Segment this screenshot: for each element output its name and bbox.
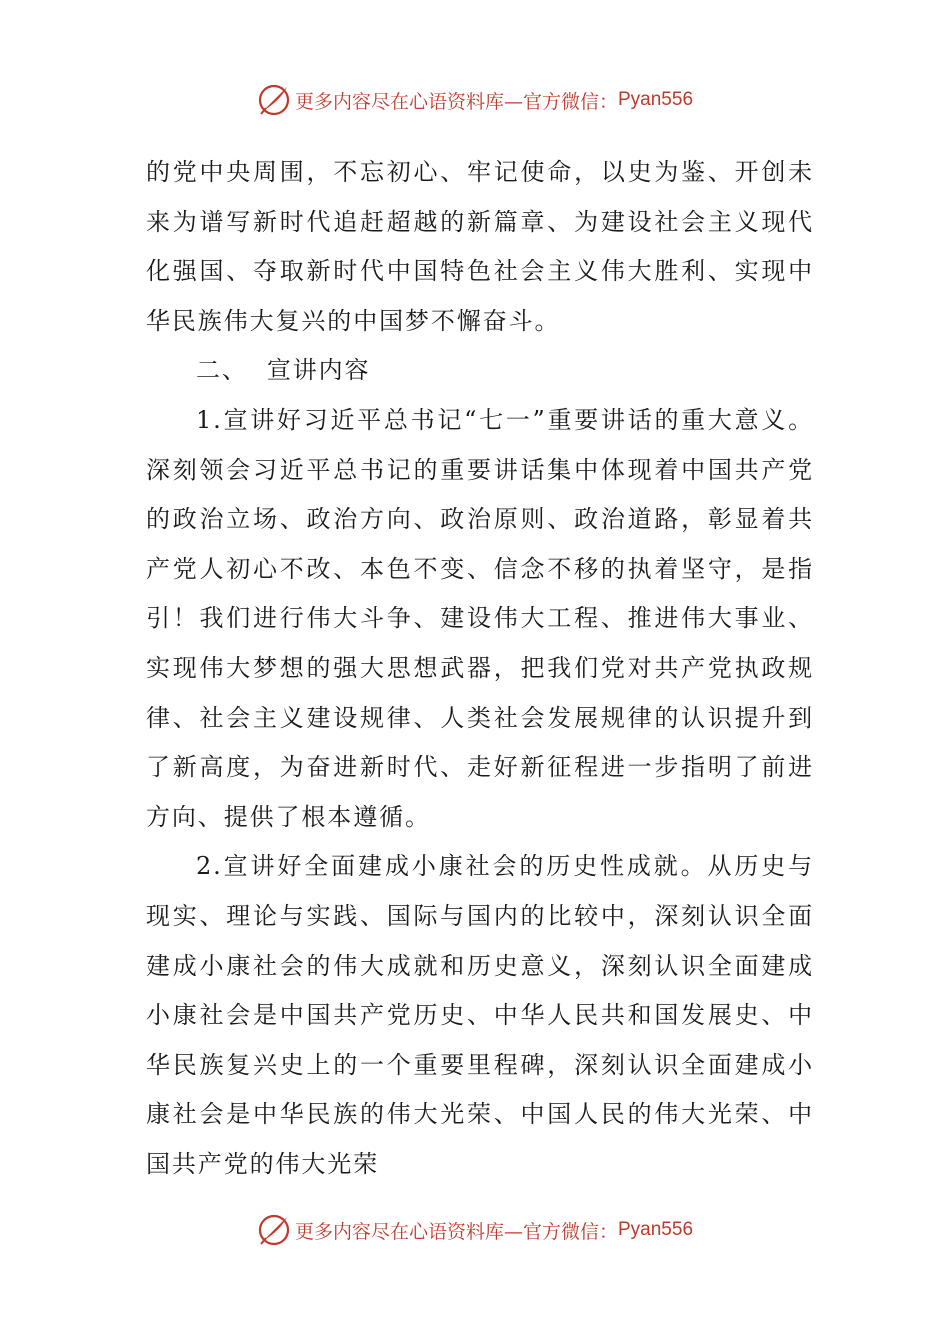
quill-pen-logo-icon [257, 1213, 291, 1247]
footer-banner [0, 1210, 950, 1250]
header-wechat-id: Pyan556 [618, 89, 694, 110]
section-heading: 二、 宣讲内容 [196, 356, 371, 385]
footer-wechat-id: Pyan556 [618, 1219, 694, 1240]
document-body [146, 148, 814, 1189]
footer-banner-text: 更多内容尽在心语资料库—官方微信： [294, 1220, 618, 1243]
quill-pen-logo-icon [257, 83, 291, 117]
item-1-paragraph: 1.宣讲好习近平总书记“七一”重要讲话的重大意义。深刻领会习近平总书记的重要讲话集中体现着中国共产党的政治立场、政治方向、政治原则、政治道路，彰显着共产党人初心不改、本色不变、信念不移的执着坚守，是指引！我们进行伟大斗争、建设伟大工程、推进伟大事业、实现伟大梦想的强大思想武器，把我们党对共产党执政规律、社会主义建设规律、人类社会发展规律的认识提升到了新高度，为奋进新时代、走好新征程进一步指明了前进方向、提供了根本遵循。 [146, 405, 814, 831]
header-banner [0, 80, 950, 120]
item-2-paragraph: 2.宣讲好全面建成小康社会的历史性成就。从历史与现实、理论与实践、国际与国内的比较中，深刻认识全面建成小康社会的伟大成就和历史意义，深刻认识全面建成小康社会是中国共产党历史、中华人民共和国发展史、中华民族复兴史上的一个重要里程碑，深刻认识全面建成小康社会是中华民族的伟大光荣、中国人民的伟大光荣、中国共产党的伟大光荣 [146, 852, 814, 1178]
continued-paragraph: 的党中央周围，不忘初心、牢记使命，以史为鉴、开创未来为谱写新时代追赶超越的新篇章、为建设社会主义现代化强国、夺取新时代中国特色社会主义伟大胜利、实现中华民族伟大复兴的中国梦不懈奋斗。 [146, 158, 814, 335]
header-banner-text: 更多内容尽在心语资料库—官方微信： [294, 90, 618, 113]
